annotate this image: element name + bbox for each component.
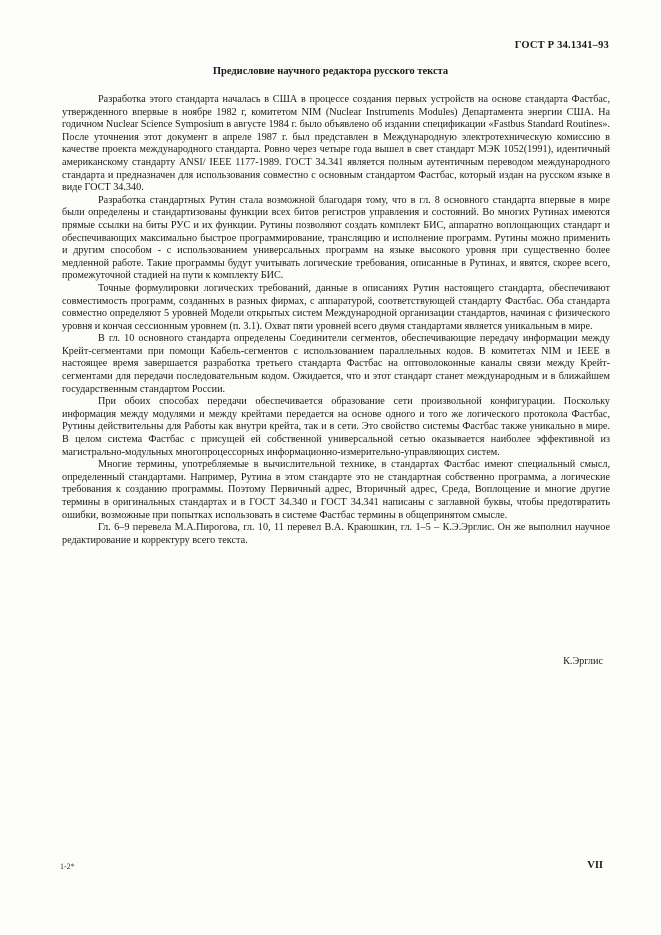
footer-mark: 1-2* [60, 862, 75, 871]
document-code: ГОСТ Р 34.1341–93 [514, 40, 609, 51]
body-text [62, 94, 610, 547]
paragraph-5: При обоих способах передачи обеспечивается образование сети произвольной конфигурации. Поскольку информация между модулями и между крейтами передается на основе одного и того же логического протокола Фастбас, Рутины действительны для Работы как внутри крейта, так и в сети. Это свойство системы Фастбас также уникально в мире. В целом система Фастбас с присущей ей собственной универсальной сетью оказывается наиболее эффективной из магистрально-модульных многопроцессорных информационно-измерительно-управляющих систем. [62, 396, 610, 458]
paragraph-1: Разработка этого стандарта началась в США в процессе создания первых устройств на основе стандарта Фастбас, утвержденного впервые в ноябре 1982 г, комитетом NIM (Nuclear Instruments Modules) Департамента энергии США. На годичном Nuclear Science Symposium в августе 1984 г. было объявлено об издании спецификации «Fastbus Standard Routines». После уточнения этот документ в апреле 1987 г. был представлен в Международную электротехническую комиссию в качестве проекта международного стандарта. Ровно через четыре года вышел в свет стандарт МЭК 1052(1991), идентичный американскому стандарту ANSI/ IEEE 1177-1989. ГОСТ 34.341 является полным аутентичным переводом международного стандарта и предназначен для использования совместно с основным стандартом Фастбас, который издан на русском языке в виде ГОСТ 34.340. [62, 94, 610, 194]
paragraph-2: Разработка стандартных Рутин стала возможной благодаря тому, что в гл. 8 основного стандарта впервые в мире были определены и стандартизованы функции всех битов регистров управления и состояний. Во многих Рутинах имеются прямые ссылки на биты РУС и их функции. Рутины позволяют создать комплект БИС, аппаратно воплощающих стандарт и обеспечивающих максимально быстрое программирование, трансляцию и исполнение программ. Рутины можно применить и другим способом - с использованием универсальных программ на языке высокого уровня при существенно более медленной работе. Такие программы будут учитывать логические требования, описанные в Рутинах, и явятся, скорее всего, промежуточной стадией на пути к комплекту БИС. [62, 194, 610, 282]
signature: К.Эрглис [563, 656, 603, 667]
paragraph-3: Точные формулировки логических требований, данные в описаниях Рутин настоящего стандарта, обеспечивают совместимость программ, созданных в разных фирмах, с аппаратурой, соответствующей стандарту Фастбас. Оба стандарта совместно определяют 5 уровней Модели открытых систем Международной организации стандартов, начиная с физического уровня и кончая сессионным уровнем (п. 3.1). Охват пяти уровней всего двумя стандартами является уникальным в мире. [62, 282, 610, 332]
page-number: VII [587, 860, 603, 871]
section-title: Предисловие научного редактора русского текста [212, 66, 449, 77]
paragraph-6: Многие термины, употребляемые в вычислительной технике, в стандартах Фастбас имеют специальный смысл, определенный стандартами. Например, Рутина в этом стандарте это не стандартная собственно программа, а логические требования к созданию программы. Поэтому Первичный адрес, Вторичный адрес, Среда, Воплощение и многие другие термины в оригинальных стандартах и в ГОСТ 34.340 и ГОСТ 34.341 написаны с заглавной буквы, чтобы предотвратить ошибки, возможные при попытках использовать в системе Фастбас термины в общепринятом смысле. [62, 459, 610, 521]
paragraph-7: Гл. 6–9 перевела М.А.Пирогова, гл. 10, 11 перевел В.А. Краюшкин, гл. 1–5 – К.Э.Эрглис. Он же выполнил научное редактирование и корректуру всего текста. [62, 522, 610, 546]
paragraph-4: В гл. 10 основного стандарта определены Соединители сегментов, обеспечивающие передачу информации между Крейт-сегментами при помощи Кабель-сегментов с использованием параллельных кодов. В комитетах NIM и IEEE в настоящее время завершается разработка третьего стандарта Фастбас на оптоволоконные каналы связи между Крейт-сегментами для передачи последовательным кодом. Ожидается, что и этот стандарт станет международным и в ближайшем государственным стандартом России. [62, 333, 610, 395]
